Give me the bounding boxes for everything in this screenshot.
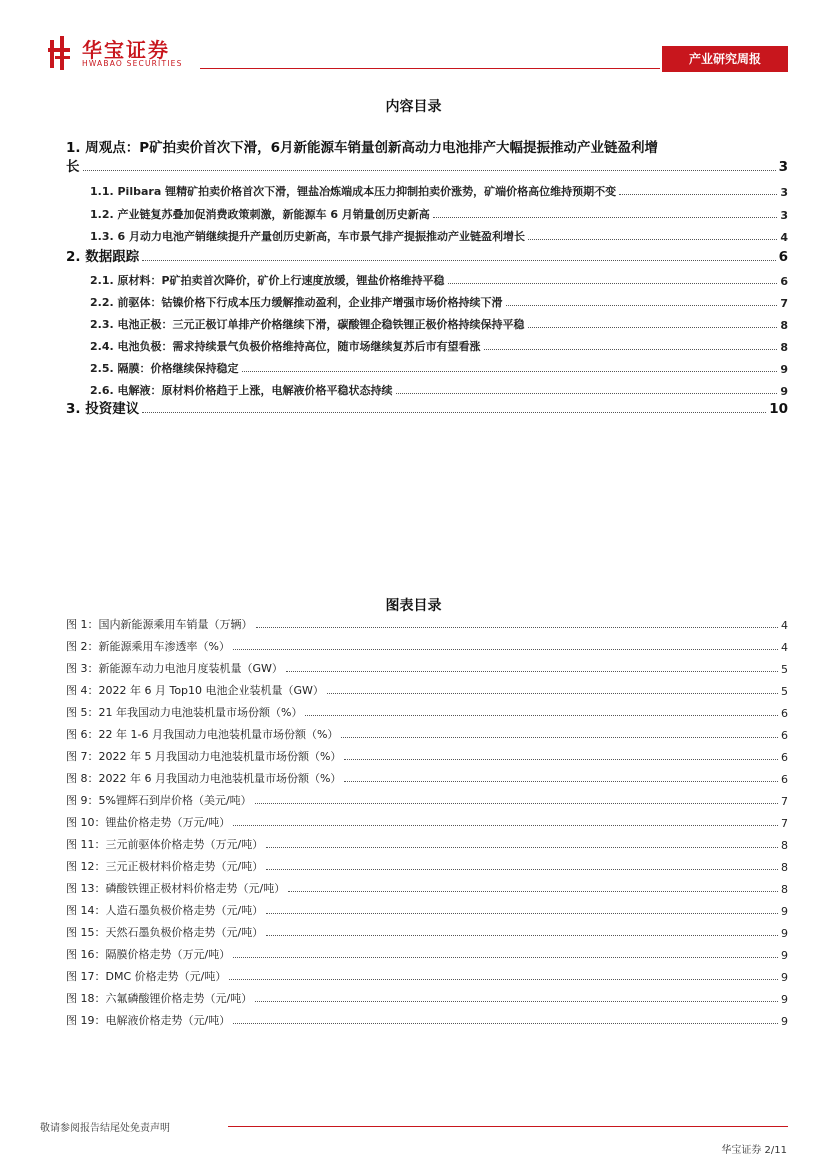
figure-entry-17[interactable]	[66, 966, 788, 984]
toc-entry-1-3[interactable]	[90, 226, 788, 244]
figure-label: 图 12：三元正极材料价格走势（元/吨）	[66, 860, 264, 873]
toc-label: 2.4. 电池负极：需求持续景气负极价格维持高位，随市场继续复苏后市有望看涨	[90, 340, 481, 353]
figure-page: 4	[781, 641, 788, 654]
leader-dots	[288, 891, 778, 892]
figure-label: 图 4：2022 年 6 月 Top10 电池企业装机量（GW）	[66, 684, 324, 697]
leader-dots	[484, 349, 778, 350]
figure-page: 9	[781, 993, 788, 1006]
toc-page: 8	[780, 319, 788, 332]
figure-label: 图 18：六氟磷酸锂价格走势（元/吨）	[66, 992, 253, 1005]
leader-dots	[266, 935, 778, 936]
figure-label: 图 9：5%锂辉石到岸价格（美元/吨）	[66, 794, 252, 807]
leader-dots	[344, 759, 778, 760]
brand-name-en: HWABAO SECURITIES	[82, 59, 183, 68]
toc-entry-1-cont[interactable]	[66, 157, 788, 175]
toc-page: 9	[780, 385, 788, 398]
figure-entry-5[interactable]	[66, 702, 788, 720]
figure-page: 7	[781, 795, 788, 808]
toc-entry-2[interactable]	[66, 247, 788, 265]
footer-divider	[228, 1126, 788, 1127]
toc-entry-3[interactable]	[66, 399, 788, 417]
figure-page: 9	[781, 949, 788, 962]
toc-label: 2.6. 电解液：原材料价格趋于上涨，电解液价格平稳状态持续	[90, 384, 393, 397]
toc-entry-2-5[interactable]	[90, 358, 788, 376]
toc-entry-2-4[interactable]	[90, 336, 788, 354]
figure-page: 4	[781, 619, 788, 632]
leader-dots	[506, 305, 778, 306]
figure-page: 6	[781, 773, 788, 786]
figure-label: 图 7：2022 年 5 月我国动力电池装机量市场份额（%）	[66, 750, 342, 763]
toc-entry-1-label-cont: 长	[66, 159, 80, 175]
figure-label: 图 19：电解液价格走势（元/吨）	[66, 1014, 231, 1027]
figure-entry-3[interactable]	[66, 658, 788, 676]
figure-entry-8[interactable]	[66, 768, 788, 786]
toc-label: 1.1. Pilbara 锂精矿拍卖价格首次下滑，锂盐冶炼端成本压力抑制拍卖价涨势，矿端价格高位维持预期不变	[90, 185, 617, 198]
toc-entry-1[interactable]	[66, 136, 788, 156]
leader-dots	[305, 715, 778, 716]
figure-label: 图 10：锂盐价格走势（万元/吨）	[66, 816, 231, 829]
toc-page: 3	[780, 186, 788, 199]
toc-page: 7	[780, 297, 788, 310]
leader-dots	[229, 979, 778, 980]
figure-entry-19[interactable]	[66, 1010, 788, 1028]
figure-label: 图 1：国内新能源乘用车销量（万辆）	[66, 618, 253, 631]
leader-dots	[83, 170, 776, 171]
leader-dots	[619, 194, 777, 195]
toc-entry-2-1[interactable]	[90, 270, 788, 288]
toc-page: 6	[778, 249, 788, 265]
figure-page: 8	[781, 883, 788, 896]
leader-dots	[327, 693, 778, 694]
figure-page: 5	[781, 685, 788, 698]
leader-dots	[142, 260, 775, 261]
figure-label: 图 16：隔膜价格走势（万元/吨）	[66, 948, 231, 961]
figure-entry-18[interactable]	[66, 988, 788, 1006]
toc-page: 10	[769, 401, 788, 417]
toc-label: 2. 数据跟踪	[66, 249, 140, 265]
footer-disclaimer: 敬请参阅报告结尾处免责声明	[40, 1123, 170, 1134]
leader-dots	[286, 671, 778, 672]
toc-label: 1.2. 产业链复苏叠加促消费政策刺激，新能源车 6 月销量创历史新高	[90, 208, 430, 221]
figure-entry-1[interactable]	[66, 614, 788, 632]
toc-page: 6	[780, 275, 788, 288]
leader-dots	[433, 217, 778, 218]
brand-name: 华宝证券	[82, 38, 170, 62]
figure-page: 9	[781, 1015, 788, 1028]
leader-dots	[266, 869, 778, 870]
toc-page: 9	[780, 363, 788, 376]
leader-dots	[341, 737, 778, 738]
header-divider	[200, 68, 660, 69]
figure-entry-16[interactable]	[66, 944, 788, 962]
figure-page: 7	[781, 817, 788, 830]
figure-page: 9	[781, 971, 788, 984]
figure-page: 9	[781, 927, 788, 940]
figure-entry-10[interactable]	[66, 812, 788, 830]
page-header	[0, 0, 827, 80]
figure-page: 5	[781, 663, 788, 676]
toc-entry-2-6[interactable]	[90, 380, 788, 398]
toc-title: 内容目录	[385, 99, 442, 115]
figure-entry-2[interactable]	[66, 636, 788, 654]
figure-entry-14[interactable]	[66, 900, 788, 918]
figure-entry-11[interactable]	[66, 834, 788, 852]
toc-label: 1.3. 6 月动力电池产销继续提升产量创历史新高，车市景气排产提振推动产业链盈利增长	[90, 230, 525, 243]
figure-label: 图 11：三元前驱体价格走势（万元/吨）	[66, 838, 264, 851]
figure-list-title: 图表目录	[385, 598, 442, 614]
figure-label: 图 14：人造石墨负极价格走势（元/吨）	[66, 904, 264, 917]
leader-dots	[255, 1001, 778, 1002]
leader-dots	[266, 913, 778, 914]
toc-page: 4	[780, 231, 788, 244]
hwabao-logo-icon	[48, 36, 70, 70]
figure-entry-15[interactable]	[66, 922, 788, 940]
leader-dots	[233, 825, 778, 826]
figure-label: 图 3：新能源车动力电池月度装机量（GW）	[66, 662, 283, 675]
figure-entry-7[interactable]	[66, 746, 788, 764]
leader-dots	[233, 1023, 778, 1024]
toc-label: 2.1. 原材料：P矿拍卖首次降价，矿价上行速度放缓，锂盐价格维持平稳	[90, 274, 445, 287]
figure-entry-12[interactable]	[66, 856, 788, 874]
leader-dots	[344, 781, 778, 782]
toc-entry-1-1[interactable]	[90, 181, 788, 199]
leader-dots	[233, 957, 778, 958]
figure-page: 8	[781, 861, 788, 874]
figure-page: 6	[781, 729, 788, 742]
figure-label: 图 8：2022 年 6 月我国动力电池装机量市场份额（%）	[66, 772, 342, 785]
toc-entry-1-page: 3	[778, 159, 788, 175]
toc-label: 2.3. 电池正极：三元正极订单排产价格继续下滑，碳酸锂企稳铁锂正极价格持续保持平稳	[90, 318, 525, 331]
leader-dots	[233, 649, 778, 650]
toc-entry-1-2[interactable]	[90, 204, 788, 222]
toc-page: 3	[780, 209, 788, 222]
toc-entry-2-3[interactable]	[90, 314, 788, 332]
leader-dots	[266, 847, 778, 848]
leader-dots	[528, 239, 777, 240]
figure-page: 9	[781, 905, 788, 918]
toc-label: 2.2. 前驱体：钴镍价格下行成本压力缓解推动盈利，企业排产增强市场价格持续下滑	[90, 296, 503, 309]
leader-dots	[396, 393, 778, 394]
figure-entry-4[interactable]	[66, 680, 788, 698]
toc-label: 2.5. 隔膜：价格继续保持稳定	[90, 362, 239, 375]
leader-dots	[256, 627, 779, 628]
toc-label: 3. 投资建议	[66, 401, 140, 417]
figure-label: 图 5：21 年我国动力电池装机量市场份额（%）	[66, 706, 303, 719]
figure-page: 6	[781, 751, 788, 764]
figure-label: 图 13：磷酸铁锂正极材料价格走势（元/吨）	[66, 882, 286, 895]
figure-page: 8	[781, 839, 788, 852]
figure-entry-9[interactable]	[66, 790, 788, 808]
leader-dots	[242, 371, 778, 372]
leader-dots	[448, 283, 778, 284]
footer-page-info: 华宝证券 2/11	[721, 1145, 787, 1156]
report-type-badge: 产业研究周报	[662, 46, 788, 72]
figure-label: 图 15：天然石墨负极价格走势（元/吨）	[66, 926, 264, 939]
figure-label: 图 2：新能源乘用车渗透率（%）	[66, 640, 230, 653]
leader-dots	[528, 327, 778, 328]
figure-entry-13[interactable]	[66, 878, 788, 896]
toc-entry-1-label: 1. 周观点：P矿拍卖价首次下滑，6月新能源车销量创新高动力电池排产大幅提振推动产业链盈利增	[66, 140, 659, 156]
toc-entry-2-2[interactable]	[90, 292, 788, 310]
toc-page: 8	[780, 341, 788, 354]
figure-entry-6[interactable]	[66, 724, 788, 742]
figure-label: 图 17：DMC 价格走势（元/吨）	[66, 970, 227, 983]
leader-dots	[142, 412, 766, 413]
figure-label: 图 6：22 年 1-6 月我国动力电池装机量市场份额（%）	[66, 728, 339, 741]
leader-dots	[255, 803, 778, 804]
figure-page: 6	[781, 707, 788, 720]
